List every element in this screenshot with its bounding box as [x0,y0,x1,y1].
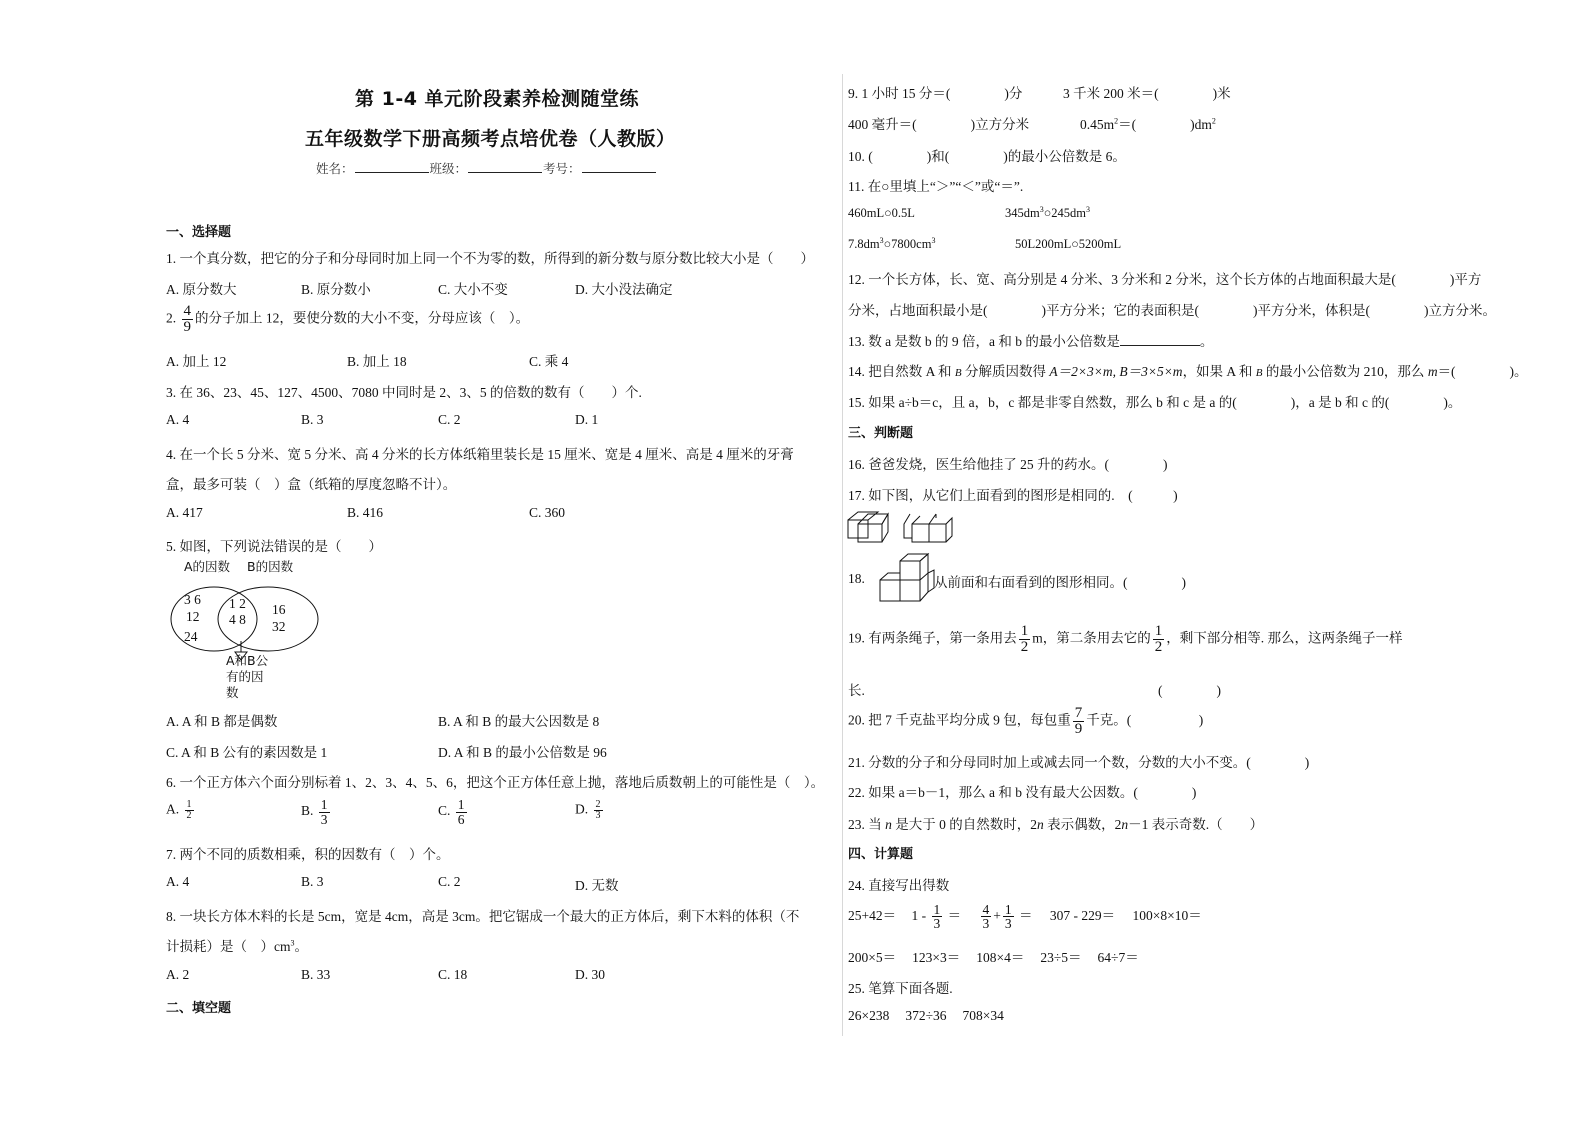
question-19-line-2: 长. [848,683,865,698]
q6-option-b: B. $\frac{1}{3}$ [301,797,328,827]
question-14: 14. 把自然数 A 和 B 分解质因数得 A＝2×3×m, B＝3×5×m，如果 A 和 B 的最小公倍数为 210，那么 m＝( )。 [848,364,1528,379]
question-16: 16. 爸爸发烧，医生给他挂了 25 升的药水。( ) [848,457,1168,472]
question-7: 7. 两个不同的质数相乘，积的因数有（ ）个。 [166,847,450,862]
q13-answer-blank[interactable] [1120,334,1200,346]
q8-option-d: D. 30 [575,967,605,982]
question-3: 3. 在 36、23、45、127、4500、7080 中同时是 2、3、5 的倍数的数有（ ）个. [166,385,642,400]
q1-option-d: D. 大小没法确定 [575,282,673,297]
q18-number: 18. [848,571,865,586]
question-11: 11. 在○里填上“＞”“＜”或“＝”. [848,179,1024,194]
exam-no-label: 考号： [543,162,581,176]
question-2 [166,304,529,335]
q4-option-c: C. 360 [529,505,566,520]
q7-option-d: D. 无数 [575,878,619,893]
question-4-line-1: 4. 在一个长 5 分米、宽 5 分米、高 4 分米的长方体纸箱里装长是 15 厘米、宽是 4 厘米、高是 4 厘米的牙膏 [166,447,794,462]
q24-row-2: 200×5＝ 123×3＝ 108×4＝ 23÷5＝ 64÷7＝ [848,950,1139,965]
venn-b-only: 16 32 [272,602,286,634]
q11-item-3: $7.8dm^3○7800cm^3$ [848,235,936,251]
q17-cube-figure-left [846,510,894,544]
question-19-line-1: 19. 有两条绳子，第一条用去 $\frac{1}{2}$ m，第二条用去它的 $\frac{1}{2}$ ，剩下部分相等. 那么，这两条绳子一样 [848,623,1403,655]
title-line-2: 五年级数学下册高频考点培优卷（人教版） [305,128,676,150]
question-13: 13. 数 a 是数 b 的 9 倍，a 和 b 的最小公倍数是 。 [848,334,1214,349]
column-divider [842,74,843,1036]
class-field[interactable] [468,160,542,173]
q19-answer-bracket[interactable]: ( ) [1158,683,1221,698]
venn-label-a: A的因数 [184,559,231,574]
q25-items: 26×238 372÷36 708×34 [848,1008,1004,1023]
question-17: 17. 如下图，从它们上面看到的图形是相同的. ( ) [848,488,1178,503]
q24-expr-3: $\frac{4}{3}$ + $\frac{1}{3}$ ＝ [982,901,1033,932]
q1-option-b: B. 原分数小 [301,282,371,297]
q4-option-a: A. 417 [166,505,203,520]
question-21: 21. 分数的分子和分母同时加上或减去同一个数，分数的大小不变。( ) [848,755,1310,770]
question-20: 20. 把 7 千克盐平均分成 9 包，每包重 $\frac{7}{9}$ 千克。( ) [848,705,1204,737]
question-25: 25. 笔算下面各题. [848,981,953,996]
venn-a-only: 3 6 12 24 [184,592,201,644]
question-15: 15. 如果 a÷b＝c，且 a，b，c 都是非零自然数，那么 b 和 c 是 a 的( )，a 是 b 和 c 的( )。 [848,395,1462,410]
venn-label-b: B的因数 [247,559,294,574]
q3-option-d: D. 1 [575,412,599,427]
question-23: 23. 当 n 是大于 0 的自然数时，2n 表示偶数，2n－1 表示奇数.（ ） [848,817,1264,832]
section-heading-calculation: 四、计算题 [848,847,914,862]
q5-option-b: B. A 和 B 的最大公因数是 8 [438,714,600,729]
q6-option-a: A. $\frac{1}{2}$ [166,799,192,821]
question-18: 从前面和右面看到的图形相同。( ) [934,575,1186,590]
q5-option-a: A. A 和 B 都是偶数 [166,714,278,729]
question-9-line-2b: $0.45m^2=$( )$dm^2$ [1080,116,1216,132]
q2-number: 2. [166,310,177,326]
question-1: 1. 一个真分数，把它的分子和分母同时加上同一个不为零的数，所得到的新分数与原分数比较大小是（ ） [166,251,814,266]
q3-option-a: A. 4 [166,412,190,427]
q6-option-d: D. $\frac{2}{3}$ [575,799,601,821]
title-line-1: 第 1-4 单元阶段素养检测随堂练 [355,88,640,110]
q8-option-b: B. 33 [301,967,331,982]
q11-item-1: 460mL○0.5L [848,206,915,220]
question-24: 24. 直接写出得数 [848,878,950,893]
exam-no-field[interactable] [582,160,656,173]
q11-item-2: $345dm^3○245dm^3$ [1005,204,1091,220]
question-6: 6. 一个正方体六个面分别标着 1、2、3、4、5、6，把这个正方体任意上抛，落地后质数朝上的可能性是（ ）。 [166,775,825,790]
q7-option-b: B. 3 [301,874,324,889]
q1-option-a: A. 原分数大 [166,282,237,297]
q17-cube-figure-right [902,510,958,544]
q8-option-a: A. 2 [166,967,190,982]
question-10: 10. ( )和( )的最小公倍数是 6。 [848,149,1126,164]
q24-expr-5: 100×8×10＝ [1132,908,1202,923]
q24-expr-2: 1 - $\frac{1}{3}$ ＝ [911,901,962,932]
q2-text: 的分子加上 12，要使分数的大小不变，分母应该（ ）。 [195,310,530,326]
q2-option-b: B. 加上 18 [347,354,407,369]
venn-arrow-label: A和B公 有的因 数 [226,653,269,700]
q6-option-c: C. $\frac{1}{6}$ [438,797,465,827]
question-12-line-1: 12. 一个长方体，长、宽、高分别是 4 分米、3 分米和 2 分米，这个长方体的占地面积最大是( )平方 [848,272,1482,287]
q3-option-c: C. 2 [438,412,461,427]
q7-option-c: C. 2 [438,874,461,889]
q18-cube-stack-figure [876,552,936,604]
question-12-line-2: 分米，占地面积最小是( )平方分米；它的表面积是( )平方分米，体积是( )立方分米。 [848,303,1496,318]
name-label: 姓名： [316,162,354,176]
q24-expr-1: 25+42＝ [848,908,897,923]
question-22: 22. 如果 a＝b－1，那么 a 和 b 没有最大公因数。( ) [848,785,1197,800]
question-8-line-1: 8. 一块长方体木料的长是 5cm，宽是 4cm，高是 3cm。把它锯成一个最大的正方体后，剩下木料的体积（不 [166,909,800,924]
question-9-line-1b: 3 千米 200 米＝( )米 [1063,86,1231,101]
q24-row-1 [848,900,1202,932]
q4-option-b: B. 416 [347,505,384,520]
section-heading-fill-in: 二、填空题 [166,1001,232,1016]
q1-option-c: C. 大小不变 [438,282,508,297]
question-8-line-2: 计损耗）是（ ）$cm^3$。 [166,938,308,954]
q2-option-a: A. 加上 12 [166,354,227,369]
q5-option-c: C. A 和 B 公有的素因数是 1 [166,745,328,760]
question-4-line-2: 盒，最多可装（ ）盒（纸箱的厚度忽略不计）。 [166,477,457,492]
class-label: 班级： [429,162,468,176]
q5-option-d: D. A 和 B 的最小公倍数是 96 [438,745,607,760]
section-heading-choice: 一、选择题 [166,225,232,240]
q11-item-4: 50L200mL○5200mL [1015,237,1122,251]
question-5: 5. 如图，下列说法错误的是（ ） [166,539,382,554]
q2-fraction: $\frac{4}{9}$ [183,303,191,335]
question-9-line-1a: 9. 1 小时 15 分＝( )分 [848,86,1023,101]
student-info-row [316,159,657,177]
venn-common: 1 2 4 8 [229,596,246,627]
q7-option-a: A. 4 [166,874,190,889]
name-field[interactable] [355,160,429,173]
q2-option-c: C. 乘 4 [529,354,569,369]
q24-expr-4: 307 - 229＝ [1049,908,1116,923]
section-heading-judgement: 三、判断题 [848,426,914,441]
q8-option-c: C. 18 [438,967,468,982]
question-9-line-2a: 400 毫升＝( )立方分米 [848,117,1030,132]
q3-option-b: B. 3 [301,412,324,427]
